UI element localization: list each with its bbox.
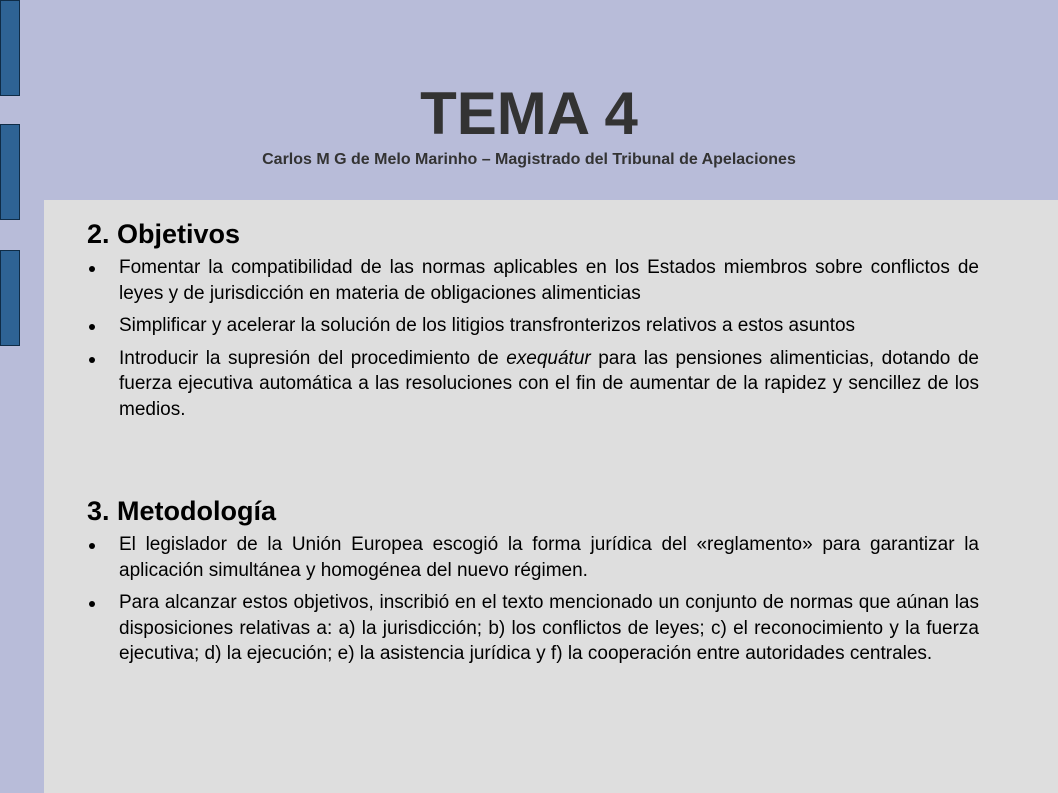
bullet-text: Para alcanzar estos objetivos, inscribió en el texto mencionado un conjunto de normas que aúnan las disposiciones relativas a: a) la jurisdicción; b) los conflictos de leyes; c) el reconocimiento y la fuerza ejecutiva; d) la ejecución; e) la asistencia jurídica y f) la cooperación entre autoridades centrales.: [119, 592, 979, 664]
bullet-icon: [89, 601, 95, 607]
bullet-text: para las pensiones alimenticias, dotando de fuerza ejecutiva automática a las resoluciones con el fin de aumentar de la rapidez y sencillez de los medios.: [119, 347, 979, 420]
slide-title: TEMA 4: [420, 80, 638, 147]
bullet-text: El legislador de la Unión Europea escogió la forma jurídica del «reglamento» para garantizar la aplicación simultánea y homogénea del nuevo régimen.: [119, 534, 979, 581]
list-item: [87, 255, 979, 306]
bullet-icon: [89, 543, 95, 549]
bullet-list-metodologia: [87, 532, 979, 674]
slide-subtitle: Carlos M G de Melo Marinho – Magistrado del Tribunal de Apelaciones: [262, 151, 796, 168]
bullet-icon: [89, 357, 95, 363]
bullet-text: Simplificar y acelerar la solución de los litigios transfronterizos relativos a estos asuntos: [119, 315, 856, 336]
bullet-text: Introducir la supresión del procedimiento de: [119, 347, 507, 369]
bullet-icon: [89, 324, 95, 330]
section-heading-objetivos: 2. Objetivos: [87, 219, 241, 249]
list-item: [87, 346, 979, 423]
bullet-text: Fomentar la compatibilidad de las normas aplicables en los Estados miembros sobre conflictos de leyes y de jurisdicción en materia de obligaciones alimenticias: [119, 257, 979, 304]
list-item: [87, 313, 979, 339]
bullet-list-objetivos: [87, 255, 979, 429]
slide-header: [0, 0, 1058, 200]
list-item: [87, 532, 979, 583]
list-item: [87, 590, 979, 667]
decorative-bar: [0, 250, 20, 346]
bullet-icon: [89, 266, 95, 272]
slide-content: [44, 200, 1058, 793]
section-heading-metodologia: 3. Metodología: [87, 496, 276, 526]
bullet-text-italic: exequátur: [506, 347, 591, 369]
